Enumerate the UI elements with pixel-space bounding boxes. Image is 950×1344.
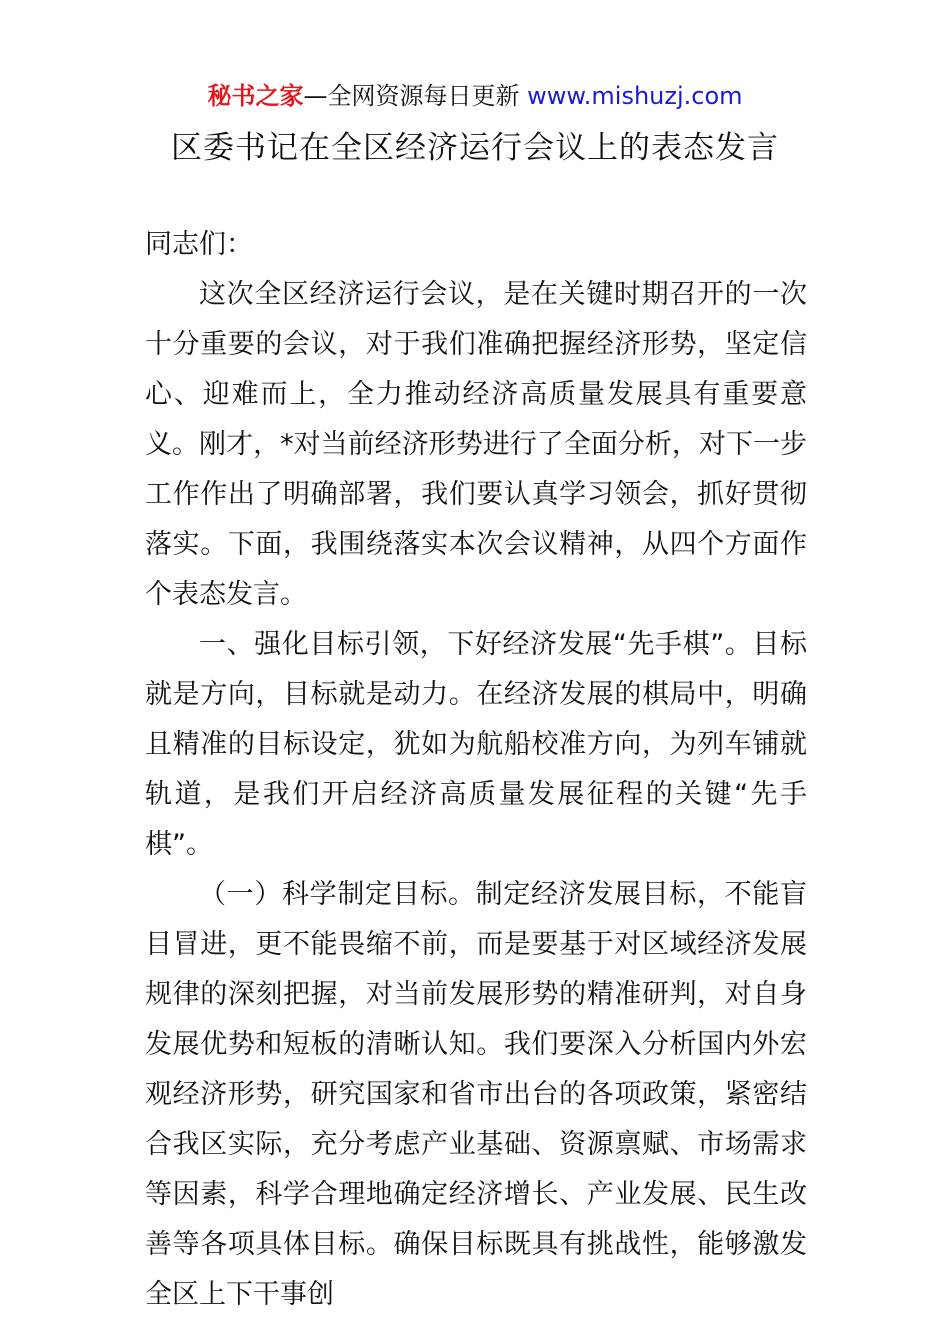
document-body (145, 220, 807, 1320)
site-url-link[interactable]: www.mishuzj.com (527, 82, 743, 110)
body-paragraph-subsection-1: （一）科学制定目标。制定经济发展目标，不能盲目冒进，更不能畏缩不前，而是要基于对区域经济发展规律的深刻把握，对当前发展形势的精准研判，对自身发展优势和短板的清晰认知。我们要深入分析国内外宏观经济形势，研究国家和省市出台的各项政策，紧密结合我区实际，充分考虑产业基础、资源禀赋、市场需求等因素，科学合理地确定经济增长、产业发展、民生改善等各项具体目标。确保目标既具有挑战性，能够激发全区上下干事创 (145, 879, 807, 1310)
body-paragraph-intro: 这次全区经济运行会议，是在关键时期召开的一次十分重要的会议，对于我们准确把握经济形势，坚定信心、迎难而上，全力推动经济高质量发展具有重要意义。刚才，*对当前经济形势进行了全面分析，对下一步工作作出了明确部署，我们要认真学习领会，抓好贯彻落实。下面，我围绕落实本次会议精神，从四个方面作个表态发言。 (145, 279, 807, 610)
body-paragraph-section-1: 一、强化目标引领，下好经济发展“先手棋”。目标就是方向，目标就是动力。在经济发展的棋局中，明确且精准的目标设定，犹如为航船校准方向，为列车铺就轨道，是我们开启经济高质量发展征程的关键“先手棋”。 (145, 629, 807, 860)
site-header (0, 78, 950, 114)
site-brand: 秘书之家 (207, 82, 304, 110)
salutation: 同志们： (145, 229, 253, 260)
document-title: 区委书记在全区经济运行会议上的表态发言 (171, 130, 779, 166)
site-tagline: —全网资源每日更新 (303, 82, 528, 110)
